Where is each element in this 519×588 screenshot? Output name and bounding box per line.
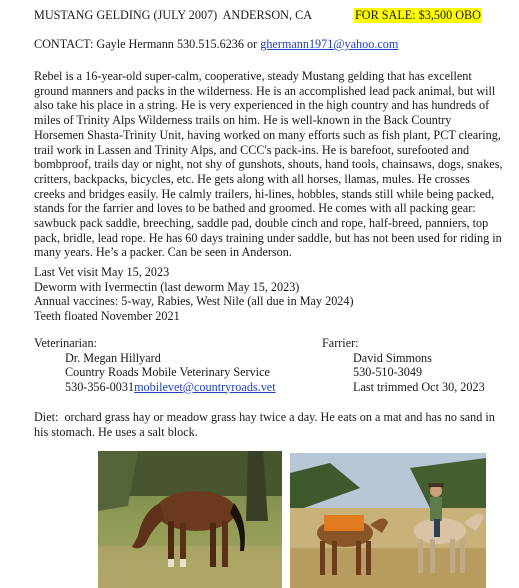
farrier-last-trim: Last trimmed Oct 30, 2023 <box>353 379 485 394</box>
diet-note: Diet: orchard grass hay or meadow grass hay twice a day. He eats on a mat and has no sand in his stomach. He uses a salt block. <box>34 410 498 439</box>
health-item-vet-visit: Last Vet visit May 15, 2023 <box>34 265 170 279</box>
veterinarian-contact <box>34 380 276 395</box>
packing-trip-photo <box>290 453 486 588</box>
care-contacts <box>34 336 504 398</box>
health-item-teeth: Teeth floated November 2021 <box>34 308 180 323</box>
sale-price-badge: FOR SALE: $3,500 OBO <box>355 8 481 22</box>
veterinarian-phone: 530-356-0031 <box>65 379 135 394</box>
contact-line <box>34 37 398 52</box>
farrier-block <box>322 336 485 394</box>
contact-email-link[interactable]: ghermann1971@yahoo.com <box>260 37 399 51</box>
listing-title: MUSTANG GELDING (JULY 2007) ANDERSON, CA <box>34 8 312 22</box>
health-record <box>34 265 354 323</box>
veterinarian-label: Veterinarian: <box>34 336 97 350</box>
health-item-vaccines: Annual vaccines: 5-way, Rabies, West Nile (all due in May 2024) <box>34 294 354 308</box>
health-item-deworm: Deworm with Ivermectin (last deworm May 15, 2023) <box>34 279 300 294</box>
veterinarian-practice: Country Roads Mobile Veterinary Service <box>65 365 270 379</box>
veterinarian-name: Dr. Megan Hillyard <box>65 350 161 365</box>
horse-description: Rebel is a 16-year-old super-calm, cooperative, steady Mustang gelding that has excellent ground manners and packs in the wilderness. He is an accomplished lead pack animal, but will also take his place in a string. He is very experienced in the high country and has hundreds of miles of Trinity Alps Wilderness trails on him. He is well-known in the Back Country Horsemen Shasta-Trinity Unit, having worked on many efforts such as fish plant, PCT clearing, trail work in Lassen and Trinity Alps, and CCC's pack-ins. He is barefoot, surefooted and bombproof, trails day or night, not shy of gunshots, shouts, hand tools, chainsaws, dogs, snakes, critters, backpacks, bicycles, etc. He gets along with all horses, llamas, mules. He crosses creeks and bridges easily. He calmly trailers, hi-lines, hobbles, stands still while being packed, stands for the farrier and loves to be bathed and groomed. He comes with all packing gear: sawbuck pack saddle, breeching, saddle pad, double cinch and rope, half-breed, panniers, top pack, bridle, lead rope. He has 60 days training under saddle, but has not been used for riding in many years. He’s a packer. Can be seen in Anderson. <box>34 69 503 260</box>
veterinarian-block <box>34 336 276 394</box>
horse-grazing-photo <box>98 451 282 588</box>
contact-label: CONTACT: Gayle Hermann 530.515.6236 or <box>34 37 261 51</box>
header-row <box>34 8 504 24</box>
veterinarian-email-link[interactable]: mobilevet@countryroads.vet <box>134 379 276 394</box>
farrier-phone: 530-510-3049 <box>353 365 423 379</box>
farrier-label: Farrier: <box>322 336 359 350</box>
farrier-name: David Simmons <box>353 350 432 365</box>
